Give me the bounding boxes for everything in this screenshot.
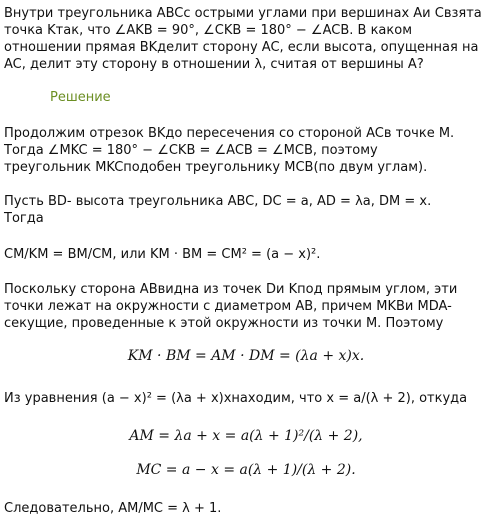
- problem-line-4: AC, делит эту сторону в отношении λ, считая от вершины A?: [4, 57, 424, 72]
- equation-3: AM = λa + x = a(λ + 1)²/(λ + 2),: [129, 428, 363, 444]
- paragraph-1-line-3: треугольник MKCподобен треугольнику MCB(по двум углам).: [4, 160, 428, 175]
- paragraph-4: Из уравнения (a − x)² = (λa + x)xнаходим, что x = a/(λ + 2), откуда: [4, 391, 468, 406]
- problem-line-3: отношении прямая BKделит сторону AC, если высота, опущенная на: [4, 40, 479, 55]
- paragraph-2-line-1: Пусть BD- высота треугольника ABC, DC = a, AD = λa, DM = x.: [4, 194, 432, 209]
- equation-4: MC = a − x = a(λ + 1)/(λ + 2).: [136, 462, 356, 478]
- problem-line-1: Внутри треугольника ABCс острыми углами при вершинах Aи Cвзята: [4, 6, 482, 21]
- problem-line-2: точка Kтак, что ∠AKB = 90°, ∠CKB = 180° − ∠ACB. В каком: [4, 23, 412, 38]
- conclusion: Следовательно, AM/MC = λ + 1.: [4, 501, 222, 516]
- paragraph-1-line-2: Тогда ∠MKC = 180° − ∠CKB = ∠ACB = ∠MCB, поэтому: [4, 143, 378, 158]
- paragraph-1-line-1: Продолжим отрезок BKдо пересечения со стороной ACв точке M.: [4, 126, 455, 141]
- paragraph-2-line-2: Тогда: [4, 211, 44, 226]
- paragraph-3-line-3: секущие, проведенные к этой окружности из точки M. Поэтому: [4, 316, 444, 331]
- equation-1: CM/KM = BM/CM, или KM · BM = CM² = (a − x)².: [4, 247, 321, 262]
- paragraph-3-line-2: точки лежат на окружности с диаметром AB, причем MKBи MDA-: [4, 299, 452, 314]
- equation-2: KM · BM = AM · DM = (λa + x)x.: [127, 348, 365, 364]
- solution-link[interactable]: Решение: [50, 90, 111, 105]
- paragraph-3-line-1: Поскольку сторона ABвидна из точек Dи Kпод прямым углом, эти: [4, 282, 458, 297]
